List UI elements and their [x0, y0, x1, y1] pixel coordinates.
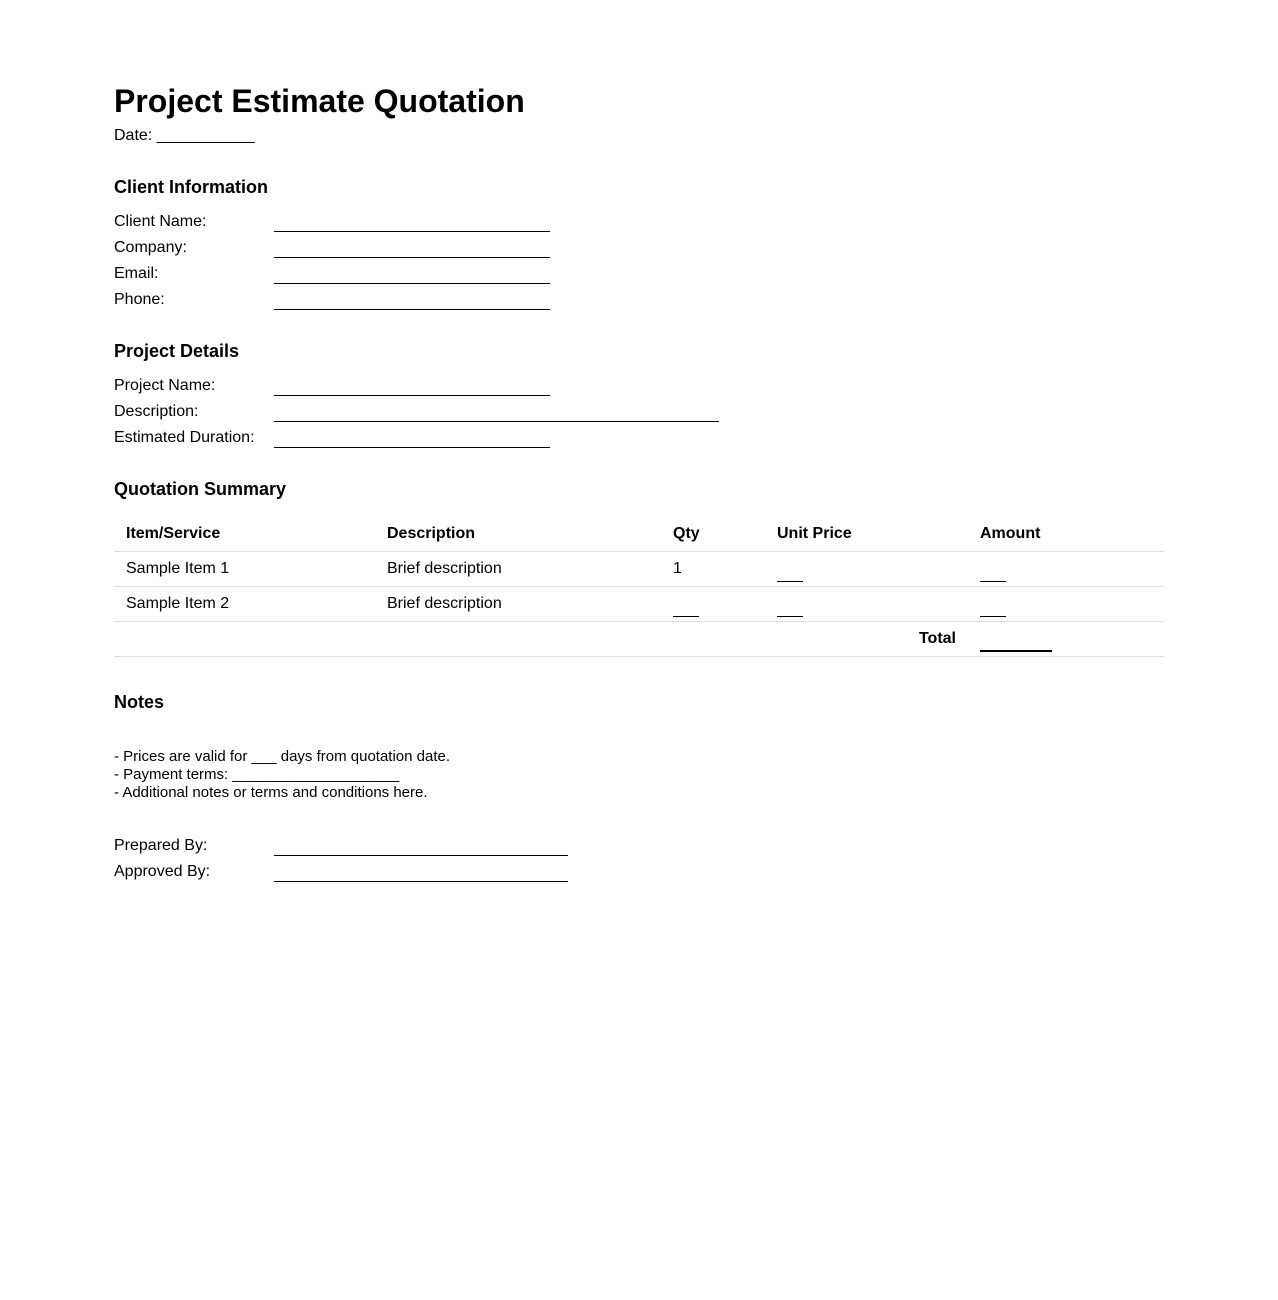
email-label: Email:: [114, 265, 159, 282]
note-additional: - Additional notes or terms and conditions here.: [114, 784, 428, 801]
date-row: [114, 126, 1164, 146]
column-header-amount: Amount: [968, 517, 1164, 552]
description-row: [114, 396, 1164, 422]
qty-cell: [661, 587, 765, 622]
client-name-row: [114, 206, 1164, 232]
estimated-duration-row: [114, 422, 1164, 448]
qty-cell[interactable]: 1: [661, 552, 765, 587]
item-cell: Sample Item 2: [114, 587, 375, 622]
client-name-field[interactable]: [274, 213, 550, 232]
estimated-duration-label: Estimated Duration:: [114, 429, 255, 446]
phone-label: Phone:: [114, 291, 165, 308]
prepared-by-label: Prepared By:: [114, 837, 208, 854]
client-name-label: Client Name:: [114, 213, 207, 230]
note-validity: - Prices are valid for ___ days from quotation date.: [114, 748, 451, 765]
amount-cell: [968, 552, 1164, 587]
notes-heading: Notes: [114, 692, 165, 712]
signature-section: [114, 830, 1164, 882]
table-row: [114, 552, 1164, 587]
prepared-by-row: [114, 830, 1164, 856]
approved-by-label: Approved By:: [114, 863, 211, 880]
quotation-summary-heading: Quotation Summary: [114, 479, 287, 499]
unit-price-blank[interactable]: [777, 602, 803, 617]
amount-cell: [968, 587, 1164, 622]
date-field[interactable]: ___________: [156, 127, 255, 144]
qty-blank[interactable]: [673, 602, 699, 617]
column-header-qty: Qty: [661, 517, 765, 552]
email-field[interactable]: [274, 265, 550, 284]
client-information-heading: Client Information: [114, 177, 268, 197]
project-name-row: [114, 370, 1164, 396]
description-field[interactable]: [274, 403, 719, 422]
amount-blank[interactable]: [980, 602, 1006, 617]
phone-field[interactable]: [274, 291, 550, 310]
description-label: Description:: [114, 403, 199, 420]
company-label: Company:: [114, 239, 187, 256]
table-row: [114, 587, 1164, 622]
column-header-item: Item/Service: [114, 517, 375, 552]
project-name-field[interactable]: [274, 377, 550, 396]
note-payment-terms: - Payment terms: ____________________: [114, 766, 400, 783]
company-row: [114, 232, 1164, 258]
quotation-document: [114, 82, 1164, 882]
unit-price-blank[interactable]: [777, 567, 803, 582]
total-blank[interactable]: [980, 636, 1052, 652]
column-header-description: Description: [375, 517, 661, 552]
unit-price-cell: [765, 552, 968, 587]
total-label: Total: [114, 622, 968, 657]
total-row: [114, 622, 1164, 657]
description-cell: Brief description: [375, 552, 661, 587]
email-row: [114, 258, 1164, 284]
date-label: Date:: [114, 127, 153, 144]
item-cell: Sample Item 1: [114, 552, 375, 587]
approved-by-field[interactable]: [274, 863, 568, 882]
approved-by-row: [114, 856, 1164, 882]
description-cell: Brief description: [375, 587, 661, 622]
amount-blank[interactable]: [980, 567, 1006, 582]
table-header-row: [114, 517, 1164, 552]
quotation-table: [114, 517, 1164, 657]
prepared-by-field[interactable]: [274, 837, 568, 856]
project-details-heading: Project Details: [114, 341, 240, 361]
phone-row: [114, 284, 1164, 310]
notes-list: [114, 748, 1164, 802]
project-name-label: Project Name:: [114, 377, 216, 394]
column-header-unit-price: Unit Price: [765, 517, 968, 552]
unit-price-cell: [765, 587, 968, 622]
client-information-fields: [114, 206, 1164, 310]
page-title: Project Estimate Quotation: [114, 83, 525, 119]
project-details-fields: [114, 370, 1164, 448]
total-cell: [968, 622, 1164, 657]
company-field[interactable]: [274, 239, 550, 258]
estimated-duration-field[interactable]: [274, 429, 550, 448]
